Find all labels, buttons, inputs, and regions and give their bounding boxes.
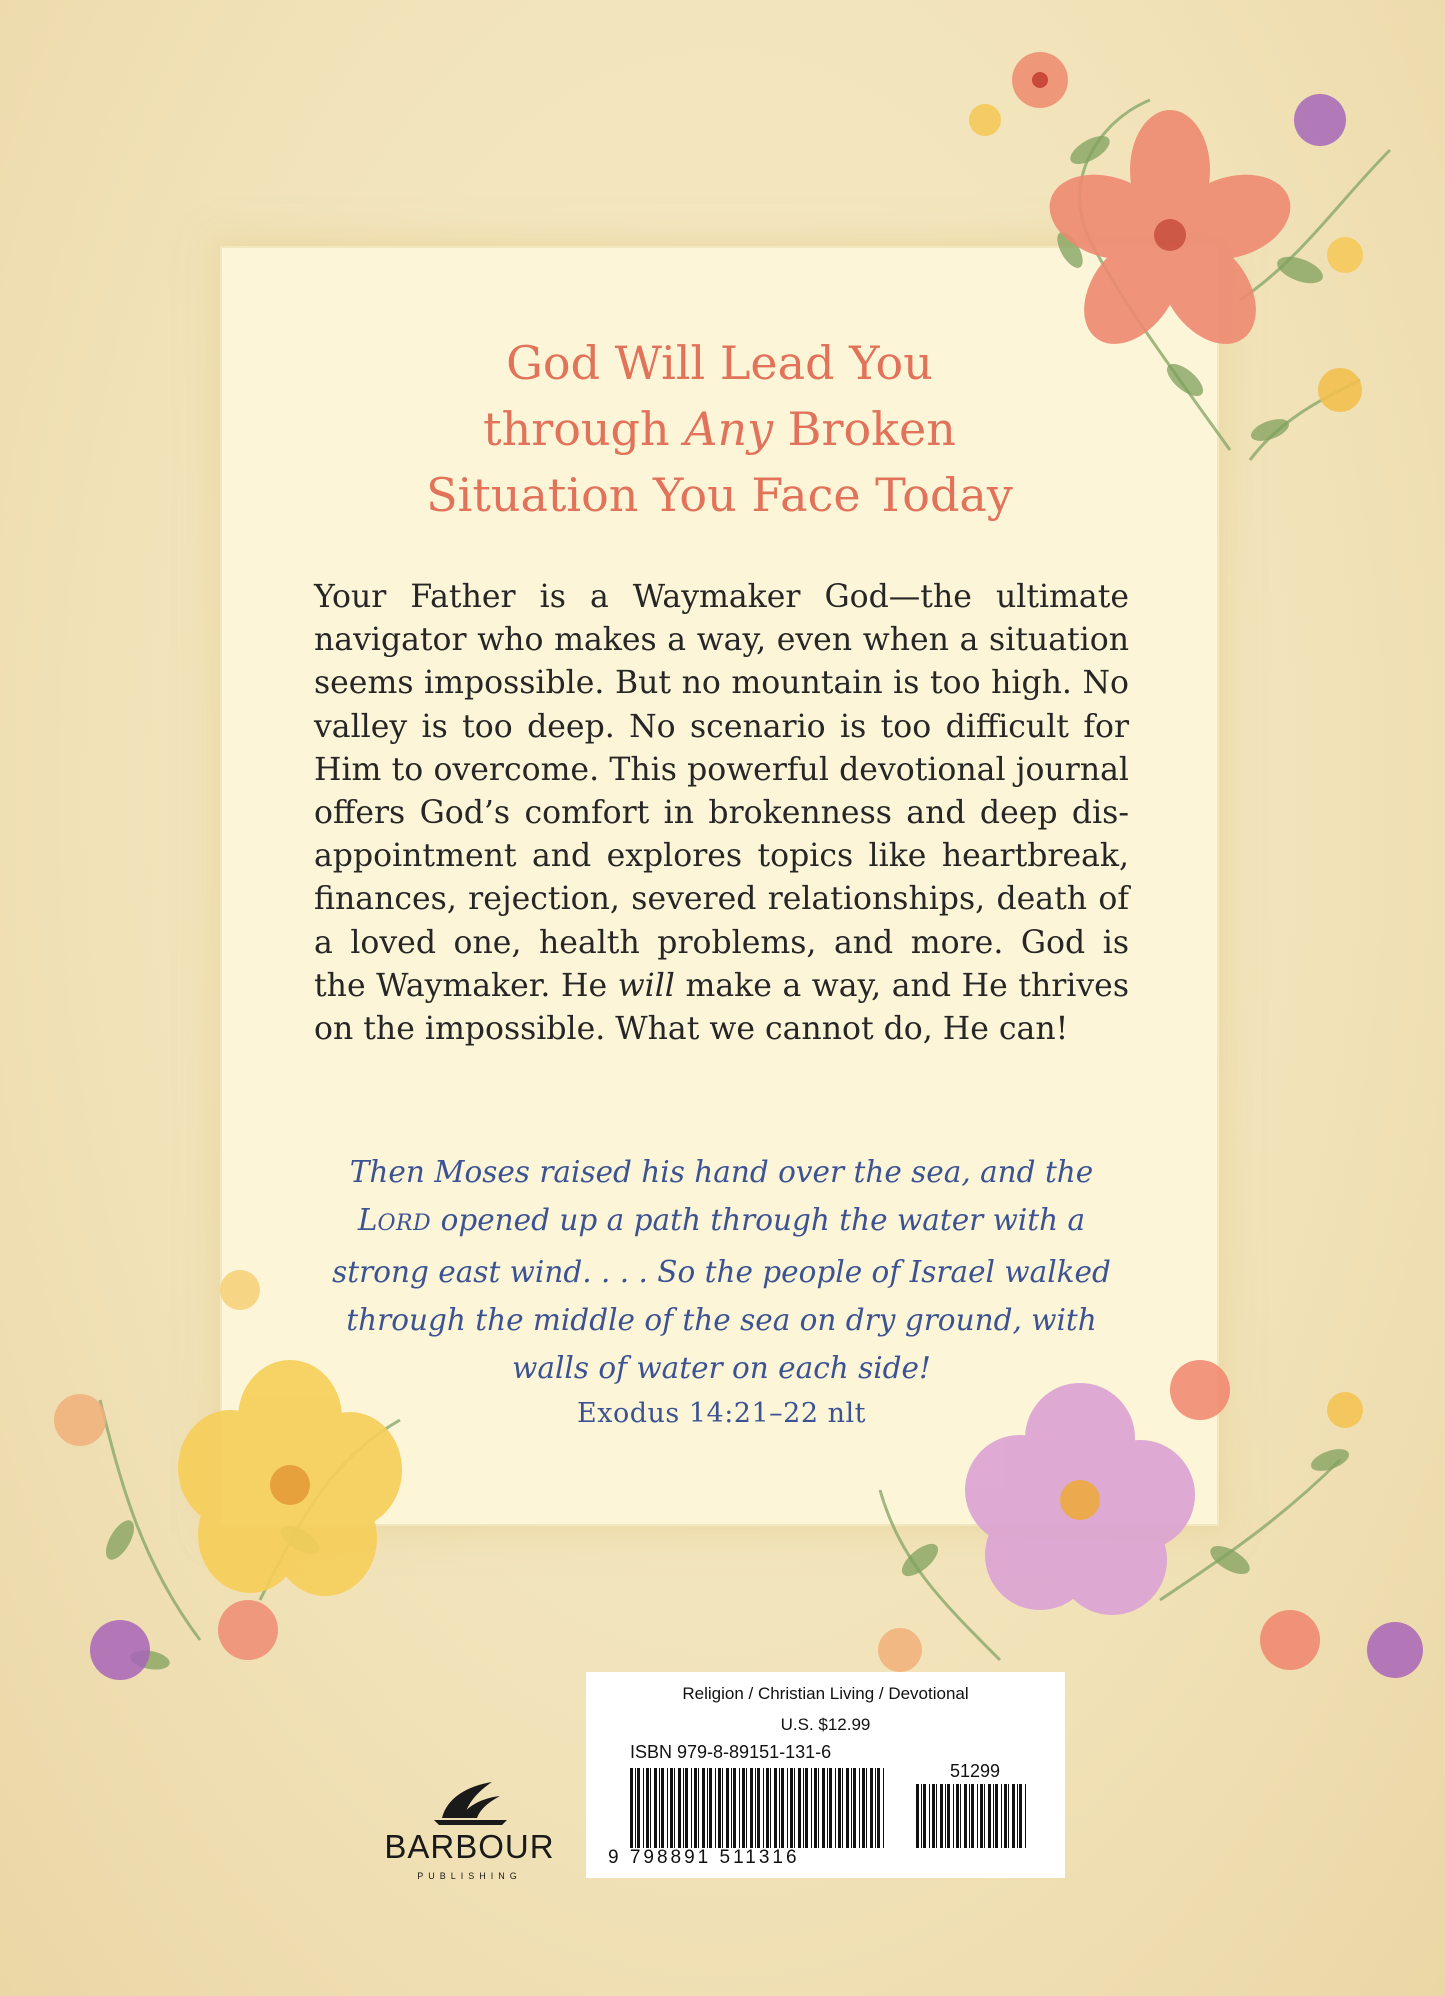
- barcode-bar: [722, 1768, 723, 1848]
- publisher-logo: [372, 1768, 567, 1888]
- barcode-bar: [947, 1784, 950, 1848]
- barcode-bar: [829, 1768, 832, 1848]
- barcode-bar: [698, 1768, 699, 1848]
- book-icon: [372, 1768, 567, 1828]
- barcode-bar: [964, 1784, 967, 1848]
- barcode-bar: [818, 1768, 819, 1848]
- barcode-bar: [702, 1768, 705, 1848]
- barcode-price: U.S. $12.99: [780, 1715, 871, 1734]
- barcode-bar: [742, 1768, 745, 1848]
- barcode-bar: [875, 1768, 876, 1848]
- barcode-bar: [1012, 1784, 1015, 1848]
- barcode-bar: [630, 1768, 633, 1848]
- barcode-bar: [870, 1768, 873, 1848]
- barcode-bar: [936, 1784, 937, 1848]
- description-part-1: Your Father is a Waymaker God—the ultimate navigator who makes a way, even when a situation seems impossible. But no mountain is too high. No valley is too deep. No scenario is too difficult for Him to overcome. This powerful devotional journal offers God’s comfort in brokenness and deep disappointment and explores topics like heartbreak, finances, rejection, severed relationships, death of a loved one, health problems, and more. God is the Waymaker. He: [314, 579, 1129, 1004]
- barcode-bar: [678, 1768, 681, 1848]
- barcode-bar: [685, 1768, 688, 1848]
- price-barcode: [916, 1784, 1031, 1848]
- publisher-subtitle: PUBLISHING: [417, 1871, 522, 1881]
- barcode-bar: [838, 1768, 841, 1848]
- barcode-bar: [707, 1768, 708, 1848]
- publisher-name: BARBOUR: [384, 1828, 555, 1865]
- description-part-2: make a way, and He thrives on the impossible. What we cannot do, He can!: [314, 967, 1129, 1048]
- barcode-number: 9 798891 511316: [608, 1847, 800, 1868]
- barcode-bar: [654, 1768, 657, 1848]
- barcode-bar: [977, 1784, 978, 1848]
- barcode-bar: [733, 1768, 736, 1848]
- barcode-bar: [811, 1768, 812, 1848]
- barcode-bar: [715, 1768, 716, 1848]
- barcode-bar: [853, 1768, 856, 1848]
- barcode-bar: [980, 1784, 983, 1848]
- barcode-bar: [929, 1784, 930, 1848]
- barcode-bar: [827, 1768, 828, 1848]
- barcode-bar: [956, 1784, 959, 1848]
- barcode-bar: [1008, 1784, 1009, 1848]
- barcode-label: [586, 1672, 1065, 1878]
- barcode-bar: [718, 1768, 721, 1848]
- barcode-bar: [877, 1768, 880, 1848]
- barcode-bar: [790, 1768, 793, 1848]
- barcode-bar: [814, 1768, 817, 1848]
- scripture-quote: [314, 1148, 1129, 1392]
- barcode-bar: [1004, 1784, 1007, 1848]
- barcode-bar: [637, 1768, 640, 1848]
- barcode-bar: [794, 1768, 795, 1848]
- barcode-bar: [1001, 1784, 1002, 1848]
- barcode-bar: [763, 1768, 764, 1848]
- book-description: [314, 576, 1129, 1051]
- barcode-bar: [940, 1784, 943, 1848]
- barcode-bar: [694, 1768, 697, 1848]
- barcode-bar: [731, 1768, 732, 1848]
- verse-part-2: opened up a path through the water with a strong east wind. . . . So the people of Israel walked through the middle of the sea on dry ground, with walls of water on each side!: [332, 1203, 1111, 1385]
- barcode-category: Religion / Christian Living / Devotional: [682, 1684, 969, 1703]
- barcode-bar: [805, 1768, 808, 1848]
- barcode-bar: [862, 1768, 865, 1848]
- barcode-bar: [770, 1768, 771, 1848]
- barcode-price-code: 51299: [950, 1761, 1001, 1781]
- barcode-bar: [674, 1768, 675, 1848]
- barcode-bar: [646, 1768, 649, 1848]
- verse-lord-initial: L: [357, 1203, 378, 1237]
- barcode-bar: [635, 1768, 636, 1848]
- barcode-bar: [709, 1768, 712, 1848]
- barcode-bar: [993, 1784, 994, 1848]
- barcode-bar: [643, 1768, 644, 1848]
- barcode-bar: [883, 1768, 884, 1848]
- barcode-bar: [746, 1768, 747, 1848]
- barcode-bar: [779, 1768, 780, 1848]
- barcode-bar: [971, 1784, 974, 1848]
- barcode-bar: [945, 1784, 946, 1848]
- barcode-bar: [781, 1768, 784, 1848]
- barcode-bar: [851, 1768, 852, 1848]
- barcode-bar: [916, 1784, 919, 1848]
- barcode-bar: [755, 1768, 756, 1848]
- barcode-bar: [822, 1768, 825, 1848]
- headline-line-2-end: Broken: [773, 402, 956, 456]
- barcode-bar: [766, 1768, 769, 1848]
- barcode-bar: [757, 1768, 760, 1848]
- barcode-bar: [923, 1784, 926, 1848]
- barcode-bar: [1025, 1784, 1026, 1848]
- barcode-bar: [661, 1768, 664, 1848]
- headline-line-1: God Will Lead You: [506, 336, 933, 390]
- barcode-bar: [995, 1784, 998, 1848]
- headline: [222, 330, 1217, 528]
- barcode-bar: [691, 1768, 692, 1848]
- barcode-bar: [739, 1768, 740, 1848]
- description-emphasis: will: [617, 967, 675, 1004]
- barcode-bar: [953, 1784, 954, 1848]
- isbn-barcode: [630, 1768, 890, 1848]
- headline-emphasis: Any: [684, 402, 774, 456]
- barcode-bar: [835, 1768, 836, 1848]
- barcode-bar: [842, 1768, 843, 1848]
- barcode-isbn: ISBN 979-8-89151-131-6: [630, 1742, 832, 1762]
- verse-lord-smallcaps: ORD: [377, 1211, 432, 1236]
- headline-line-2: [222, 396, 1217, 462]
- barcode-bar: [859, 1768, 860, 1848]
- barcode-bar: [969, 1784, 970, 1848]
- scripture-citation: Exodus 14:21–22 nlt: [577, 1398, 866, 1429]
- barcode-bar: [650, 1768, 651, 1848]
- barcode-bar: [984, 1784, 985, 1848]
- barcode-bar: [846, 1768, 849, 1848]
- barcode-bar: [932, 1784, 935, 1848]
- barcode-bar: [774, 1768, 777, 1848]
- headline-line-2-start: through: [483, 402, 685, 456]
- barcode-bar: [921, 1784, 922, 1848]
- barcode-bar: [866, 1768, 867, 1848]
- barcode-bar: [798, 1768, 801, 1848]
- barcode-bar: [659, 1768, 660, 1848]
- barcode-bar: [670, 1768, 673, 1848]
- verse-part-1: Then Moses raised his hand over the sea, and the: [349, 1155, 1094, 1189]
- barcode-bar: [726, 1768, 729, 1848]
- barcode-bar: [683, 1768, 684, 1848]
- barcode-bar: [1019, 1784, 1022, 1848]
- barcode-bar: [787, 1768, 788, 1848]
- headline-line-3: Situation You Face Today: [426, 468, 1013, 522]
- barcode-bar: [1017, 1784, 1018, 1848]
- barcode-bar: [750, 1768, 753, 1848]
- barcode-bar: [988, 1784, 991, 1848]
- barcode-bar: [803, 1768, 804, 1848]
- barcode-bar: [667, 1768, 668, 1848]
- barcode-bar: [960, 1784, 961, 1848]
